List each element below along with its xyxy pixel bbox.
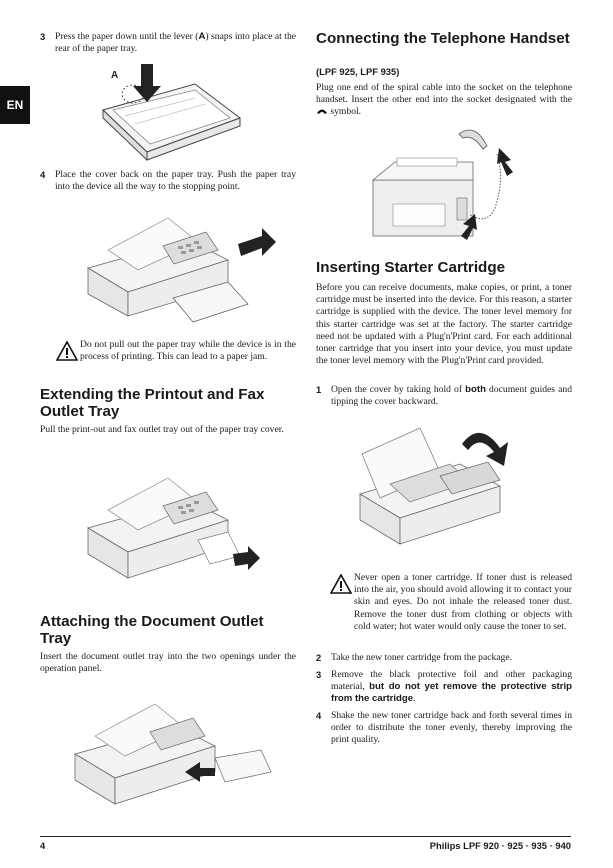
- extend-outlet-tray-illustration: [78, 460, 278, 585]
- handset-text: symbol.: [330, 106, 362, 118]
- step-number: 3: [316, 669, 322, 680]
- section-subheading-models: (LPF 925, LPF 935): [316, 66, 400, 77]
- step-number: 3: [40, 31, 46, 42]
- section-body-handset: [316, 82, 572, 119]
- open-cover-illustration: [350, 414, 550, 559]
- warning-toner: [330, 572, 572, 633]
- right-step-1: [316, 384, 572, 408]
- section-body-attach-tray: Insert the document outlet tray into the two openings under the operation panel.: [40, 651, 296, 675]
- page-number: 4: [40, 840, 46, 851]
- step-text: Place the cover back on the paper tray. Push the paper tray into the device all the way to the stopping point.: [55, 169, 296, 193]
- warning-text: Do not pull out the paper tray while the device is in the process of printing. This can lead to a paper jam.: [80, 339, 296, 363]
- push-paper-tray-illustration: [78, 198, 278, 328]
- language-tab-label: EN: [6, 98, 24, 112]
- step-text-bold: both: [465, 384, 486, 395]
- step-text: Open the cover by taking hold of: [331, 384, 463, 395]
- section-heading-attach-tray: Attaching the Document Outlet Tray: [40, 613, 264, 647]
- step-number: 1: [316, 384, 322, 395]
- step-text: .: [413, 693, 416, 705]
- warning-triangle-icon: [56, 341, 78, 361]
- warning-text: Never open a toner cartridge. If toner dust is released into the air, you should avoid allowing it to contact your skin and eyes. Do not inhale the released toner dust. Remove the toner dust from clothing or objects with cold water; hot water would only cause the toner to set.: [354, 572, 572, 632]
- step-text: Press the paper down until the lever (: [55, 31, 199, 42]
- right-step-2: [316, 652, 572, 664]
- step-number: 4: [40, 169, 46, 180]
- handset-text: Plug one end of the spiral cable into the socket on the telephone handset. Insert the other end into the socket designated with the: [316, 82, 572, 106]
- step-text: ) snaps into place at the rear of the paper tray.: [55, 31, 296, 55]
- step-text: Take the new toner cartridge from the package.: [331, 652, 512, 663]
- telephone-handset-icon: [316, 107, 328, 115]
- step-text-bold: but do not yet remove the protective strip from the cartridge: [331, 681, 572, 705]
- left-step-3: [40, 31, 296, 55]
- right-step-4: [316, 710, 572, 747]
- section-body-cartridge: Before you can receive documents, make copies, or print, a toner cartridge must be inserted into the device. For this reason, a starter cartridge is supplied with the device. The toner level memory for this starter cartridge was set at the factory. The starter cartridge need not be updated with a Plug'n'Print card. For each additional toner cartridge that you insert into your device, you must update the toner level memory with the Plug'n'Print card provided.: [316, 282, 572, 367]
- step-number: 2: [316, 652, 322, 663]
- section-body-extending-tray: Pull the print-out and fax outlet tray out of the paper tray cover.: [40, 424, 284, 435]
- step-text: Shake the new toner cartridge back and forth several times in order to distribute the toner evenly, thereby improving the print quality.: [331, 710, 572, 746]
- right-step-3: [316, 669, 572, 706]
- section-heading-handset: Connecting the Telephone Handset: [316, 30, 570, 47]
- telephone-handset-illustration: [365, 118, 535, 243]
- footer-model-line: Philips LPF 920 · 925 · 935 · 940: [429, 840, 571, 851]
- step-text: document guides and tipping the cover backward.: [331, 384, 572, 408]
- left-step-4: [40, 169, 296, 193]
- language-tab: [0, 86, 30, 124]
- figure-label-a: A: [111, 70, 119, 81]
- section-heading-cartridge: Inserting Starter Cartridge: [316, 259, 506, 276]
- lever-label: A: [198, 31, 206, 42]
- step-number: 4: [316, 710, 322, 721]
- footer-rule: [40, 836, 571, 837]
- step-text: Remove the black protective foil and other packaging material,: [331, 669, 572, 693]
- warning-triangle-icon: [330, 574, 352, 594]
- attach-document-tray-illustration: [65, 688, 280, 813]
- section-heading-extending-tray: Extending the Printout and Fax Outlet Tray: [40, 386, 265, 420]
- paper-tray-lever-illustration: [95, 60, 245, 162]
- warning-paper-tray: [56, 339, 296, 363]
